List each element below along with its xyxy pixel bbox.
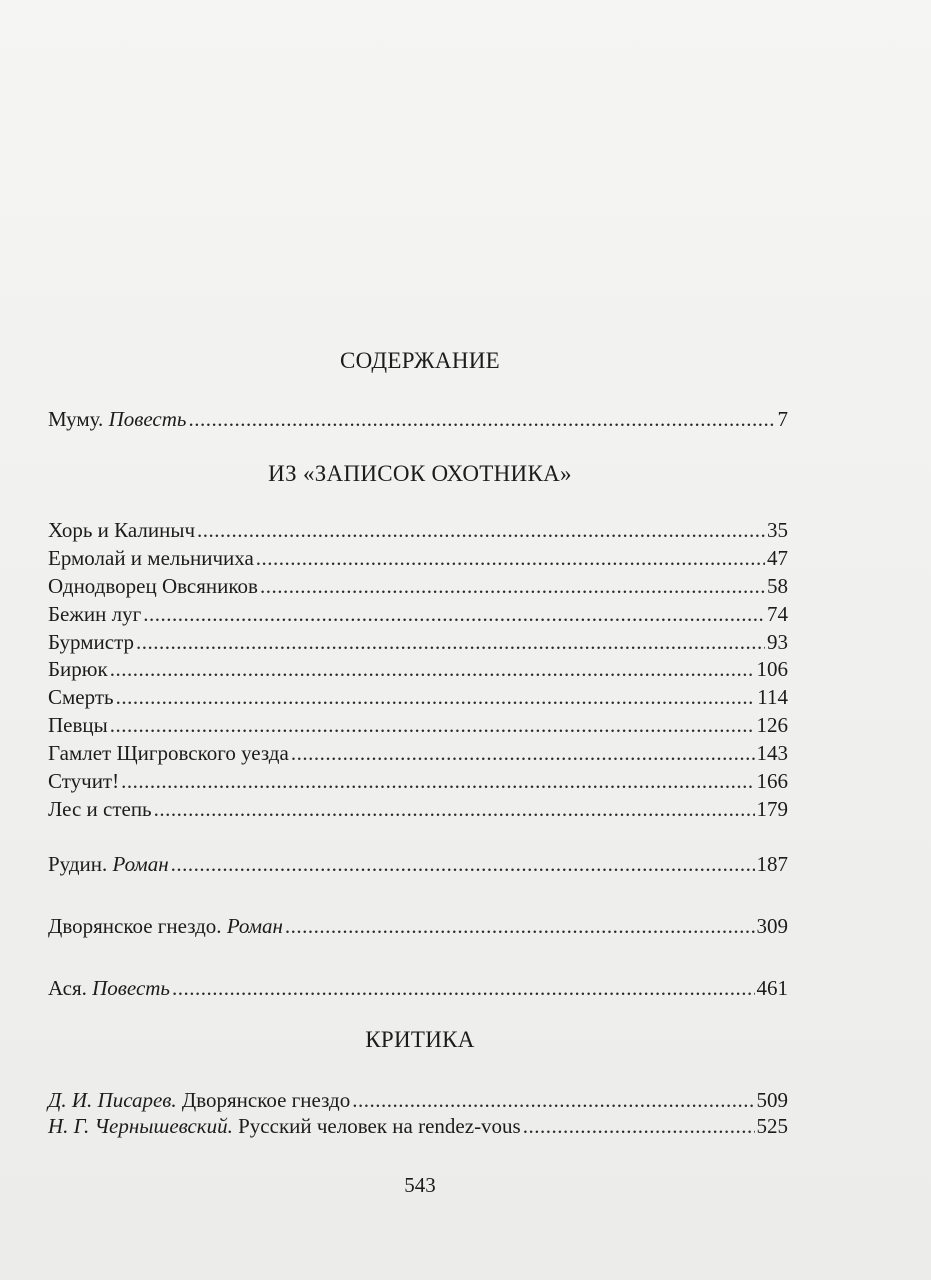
dot-leader: [154, 796, 755, 822]
toc-entry-title: Муму. Повесть: [48, 407, 187, 431]
toc-entry-title: Рудин. Роман: [48, 852, 169, 876]
toc-page-number: 58: [767, 574, 788, 598]
toc-entry[interactable]: [48, 629, 788, 655]
toc-entry-title: Бежин луг: [48, 602, 142, 626]
toc-entry[interactable]: [48, 975, 788, 1001]
dot-leader: [260, 573, 765, 599]
toc-entry-title: Д. И. Писарев. Дворянское гнездо: [48, 1088, 351, 1112]
toc-page-number: 143: [756, 741, 788, 765]
dot-leader: [172, 975, 755, 1001]
contents-heading: СОДЕРЖАНИЕ: [339, 348, 500, 373]
dot-leader: [352, 1087, 754, 1113]
toc-entry[interactable]: [48, 406, 788, 432]
toc-page-number: 114: [757, 685, 788, 709]
toc-entry-title: Бирюк: [48, 657, 108, 681]
toc-page-number: 309: [756, 914, 788, 938]
toc-entry[interactable]: [48, 517, 788, 543]
dot-leader: [143, 601, 765, 627]
toc-page-number: 93: [767, 630, 788, 654]
toc-entry-title: Певцы: [48, 713, 108, 737]
dot-leader: [188, 406, 775, 432]
toc-entry[interactable]: [48, 545, 788, 571]
section-heading-critique: КРИТИКА: [365, 1027, 475, 1052]
toc-page-number: 35: [767, 518, 788, 542]
toc-entry-title: Смерть: [48, 685, 114, 709]
toc-entry[interactable]: [48, 573, 788, 599]
toc-page-number: 187: [756, 852, 788, 876]
toc-entry-title: Н. Г. Чернышевский. Русский человек на rendez-vous: [48, 1114, 521, 1138]
dot-leader: [110, 712, 755, 738]
toc-entry-title: Хорь и Калиныч: [48, 518, 196, 542]
toc-entry-title: Однодворец Овсяников: [48, 574, 258, 598]
toc-page-number: 166: [756, 769, 788, 793]
toc-entry-title: Ася. Повесть: [48, 976, 170, 1000]
dot-leader: [136, 629, 765, 655]
toc-page-number: 106: [756, 657, 788, 681]
dot-leader: [291, 740, 755, 766]
dot-leader: [116, 684, 756, 710]
section-heading-hunter: ИЗ «ЗАПИСОК ОХОТНИКА»: [268, 461, 572, 486]
dot-leader: [171, 851, 755, 877]
toc-entry-title: Стучит!: [48, 769, 120, 793]
toc-entry-title: Гамлет Щигровского уезда: [48, 741, 289, 765]
toc-page-number: 126: [756, 713, 788, 737]
toc-entry[interactable]: [48, 796, 788, 822]
toc-entry[interactable]: [48, 684, 788, 710]
dot-leader: [110, 656, 755, 682]
dot-leader: [523, 1113, 755, 1139]
toc-page-number: 525: [756, 1114, 788, 1138]
toc-page-number: 179: [756, 797, 788, 821]
dot-leader: [121, 768, 754, 794]
toc-entry[interactable]: [48, 1087, 788, 1113]
toc-entry[interactable]: [48, 768, 788, 794]
toc-entry[interactable]: [48, 656, 788, 682]
toc-page-number: 74: [767, 602, 788, 626]
toc-entry[interactable]: [48, 1113, 788, 1139]
toc-entry-title: Бурмистр: [48, 630, 134, 654]
dot-leader: [197, 517, 765, 543]
toc-page-number: 47: [767, 546, 788, 570]
toc-entry-title: Лес и степь: [48, 797, 152, 821]
toc-page-number: 461: [756, 976, 788, 1000]
page-number: 543: [404, 1173, 436, 1197]
toc-entry[interactable]: [48, 913, 788, 939]
toc-entry-title: Ермолай и мельничиха: [48, 546, 254, 570]
dot-leader: [285, 913, 755, 939]
toc-entry[interactable]: [48, 851, 788, 877]
toc-entry[interactable]: [48, 712, 788, 738]
toc-entry[interactable]: [48, 740, 788, 766]
dot-leader: [256, 545, 765, 571]
toc-entry-title: Дворянское гнездо. Роман: [48, 914, 283, 938]
toc-page-number: 7: [777, 407, 788, 431]
toc-page-number: 509: [756, 1088, 788, 1112]
toc-entry[interactable]: [48, 601, 788, 627]
